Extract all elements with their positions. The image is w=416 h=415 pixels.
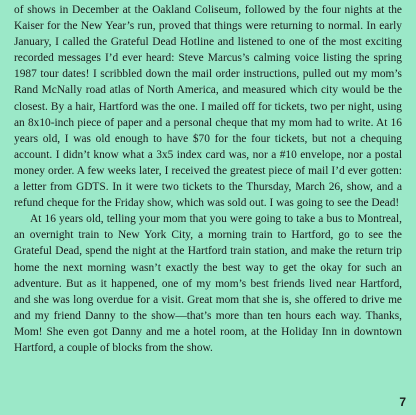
page-number: 7: [399, 395, 406, 409]
paragraph-1: of shows in December at the Oakland Coliseum, followed by the four nights at the Kaiser for the New Year’s run, proved that things were returning to normal. In early January, I called the Grateful Dead Hotline and listened to one of the most exciting recorded messages I’d ever heard: Steve Marcus’s calming voice listing the spring 1987 tour dates! I scribbled down the mail order instructions, pulled out my mom’s Rand McNally road atlas of North America, and measured which city would be the closest. By a hair, Hartford was the one. I mailed off for tickets, two per night, using an 8x10-inch piece of paper and a personal cheque that my mom had to write. At 16 years old, I was old enough to have $70 for the four tickets, but not a chequing account. I didn’t know what a 3x5 index card was, nor a #10 envelope, nor a postal money order. A few weeks later, I received the greatest piece of mail I’d ever gotten: a letter from GDTS. In it were two tickets to the Thursday, March 26, show, and a refund cheque for the Friday show, which was sold out. I was going to see the Dead!: [14, 4, 402, 210]
paragraph-2: At 16 years old, telling your mom that you were going to take a bus to Montreal, an overnight train to New York City, a morning train to Hartford, go to see the Grateful Dead, spend the night at the Hartford train station, and make the return trip home the next morning wasn’t exactly the best way to get the okay for such an adventure. But as it happened, one of my mom’s best friends lived near Hartford, and she was long overdue for a visit. Great mom that she is, she offered to drive me and my friend Danny to the show—that’s more than ten hours each way. Thanks, Mom! She even got Danny and me a hotel room, at the Holiday Inn in downtown Hartford, a couple of blocks from the show.: [14, 213, 402, 354]
body-text: [14, 2, 402, 356]
